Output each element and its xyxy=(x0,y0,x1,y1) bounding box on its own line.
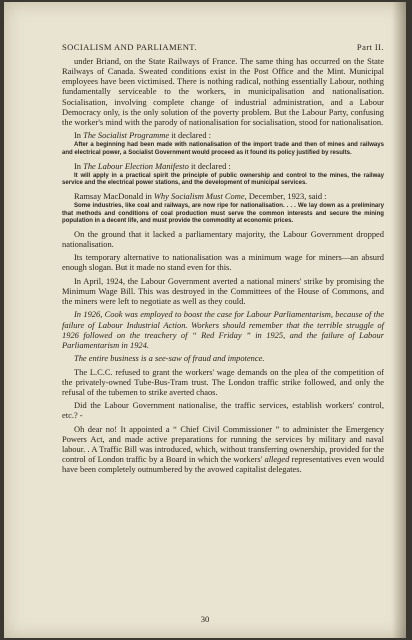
paragraph-italic-1926: In 1926, Cook was employed to boost the case for Labour Parliamentarism, because of the failure of Labour Industrial Action. Workers should remember that the terrible struggle of 1926 followed on the treachery of “ Red Friday ” in 1925, and the failure of Labour Parliamentarism in 1924. xyxy=(62,309,384,350)
paragraph: Did the Labour Government nationalise, the traffic services, establish workers' control, etc.? - xyxy=(62,400,384,421)
paragraph-intro-socialist-programme: In The Socialist Programme it declared : xyxy=(74,130,212,141)
quote-socialist-programme: After a beginning had been made with nationalisation of the import trade and then of mines and railways and electrical power, a Socialist Government would proceed as it found its policy justified by results. xyxy=(62,142,384,156)
page-number: 30 xyxy=(200,614,210,624)
paragraph-italic-see-saw: The entire business is a see-saw of fraud and impotence. xyxy=(74,353,265,364)
paragraph-intro-election-manifesto: In The Labour Election Manifesto it declared : xyxy=(74,160,231,171)
paragraph-last: Oh dear no! It appointed a “ Chief Civil Commissioner ” to administer the Emergency Powers Act, and made active preparations for running the services by military and naval labour. . A Traffic Bill was introduced, which, without transferring ownership, provided for the control of London traffic by a Board in which the workers' alleged representatives even would have been completely outnumbered by the avowed capitalist delegates. xyxy=(62,423,385,475)
quote-macdonald: Some industries, like coal and railways, are now ripe for nationalisation. . . . We lay down as a preliminary that methods and conditions of coal production must serve the common interests and secure the mining population in a decent life, and must provide the commodity at economic prices. xyxy=(62,203,384,225)
quote-election-manifesto: It will apply in a practical spirit the principle of public ownership and control to the mines, the railway service and the electrical power stations, and the development of municipal services. xyxy=(62,172,384,187)
paragraph: under Briand, on the State Railways of France. The same thing has occurred on the State Railways of Canada. Sweated conditions exist in the Post Office and the Mint. Municipal employees have been victimised. There is nothing radical, nothing essentially Labour, nothing fundamentally serviceable to the workers, in municipalisation and nationalisation. Socialisation, involving complete change of industrial administration, and a Labour Democracy only, is the only solution of the poverty problem. But the Labour Party, confusing the worker's mind with the parody of nationalisation for socialisation, stood for nationalisation. xyxy=(62,56,384,127)
page-body xyxy=(62,56,384,475)
page-edge-shadow xyxy=(392,2,406,638)
paragraph: Its temporary alternative to nationalisation was a minimum wage for miners—an absurd enough slogan. But it made no stand even for this. xyxy=(62,252,384,273)
paragraph: In April, 1924, the Labour Government averted a national miners' strike by promising the Minimum Wage Bill. This was destroyed in the Committees of the House of Commons, and the miners were left to negotiate as well as they could. xyxy=(62,275,384,307)
paragraph: The L.C.C. refused to grant the workers' wage demands on the plea of the competition of the privately-owned Tube-Bus-Tram trust. The London traffic strike followed, and only the refusal of the tubemen to strike averted chaos. xyxy=(62,366,384,397)
paragraph-intro-macdonald: Ramsay MacDonald in Why Socialism Must Come, December, 1923, said : xyxy=(74,190,327,201)
header-part: Part II. xyxy=(356,42,384,52)
book-page xyxy=(4,2,406,638)
paragraph: On the ground that it lacked a parliamentary majority, the Labour Government dropped nationalisation. xyxy=(62,228,384,249)
running-header xyxy=(62,42,384,54)
header-title: SOCIALISM AND PARLIAMENT. xyxy=(62,42,197,52)
